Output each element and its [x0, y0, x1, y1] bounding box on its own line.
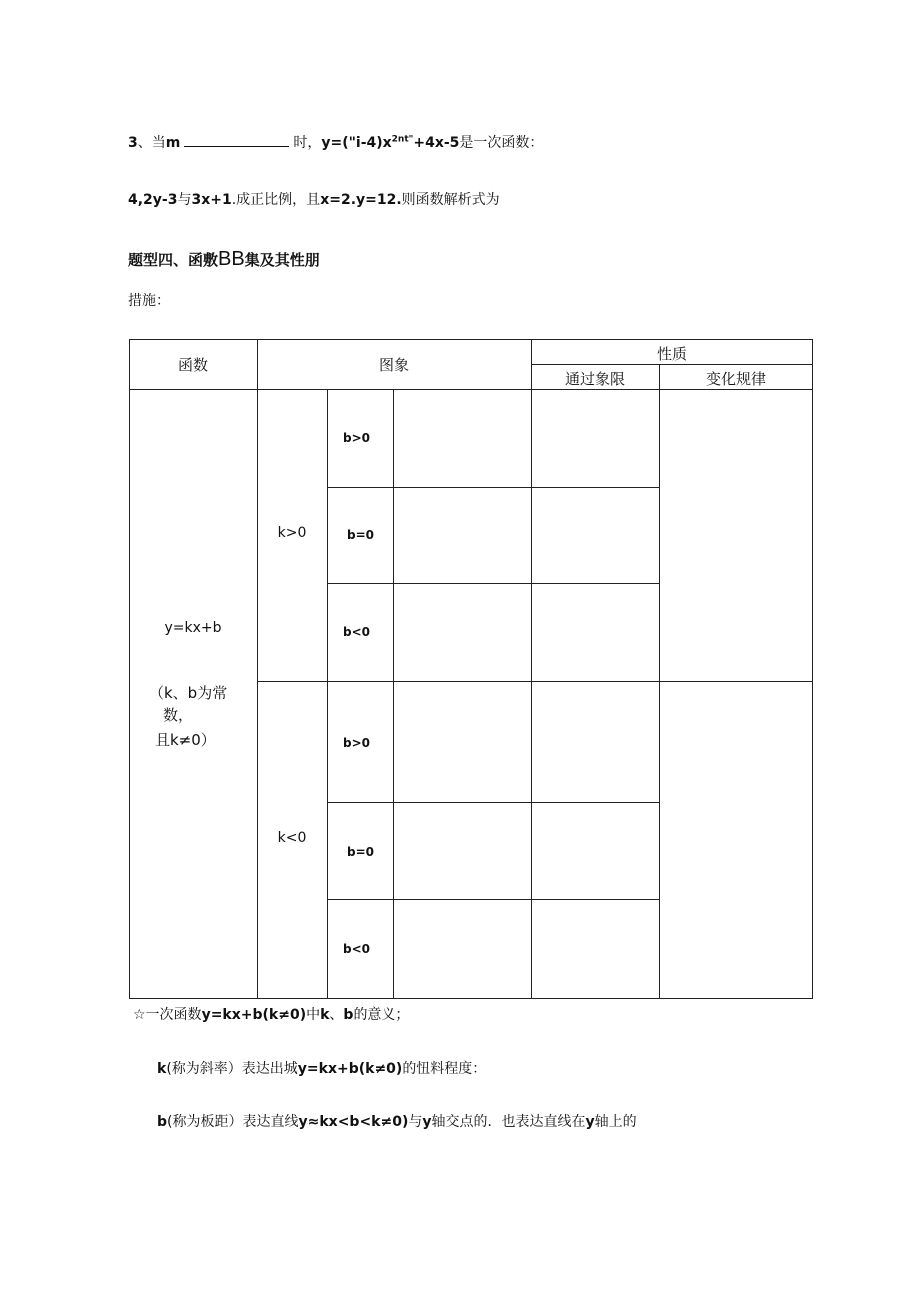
q3-var-m: m: [165, 135, 181, 151]
border-header-bottom: [129, 389, 813, 390]
border-right: [812, 339, 813, 999]
q4-part4: .成正比例，且: [231, 192, 321, 208]
border-top: [129, 339, 813, 340]
col-divider: [659, 364, 660, 999]
function-note-3: 且k≠0）: [155, 731, 216, 749]
b-text-3: 轴交点的．也表达直线在: [431, 1114, 586, 1130]
q4-part6: 则函数解析式为: [401, 192, 500, 208]
col-divider: [393, 389, 394, 999]
b-symbol: b: [157, 1114, 168, 1130]
q3-text-c: 是一次函数：: [459, 135, 544, 151]
section-title: [128, 248, 320, 271]
section-title-big: BB: [218, 248, 245, 270]
q4-part1: 4,2y-3: [128, 192, 178, 208]
function-formula: y=kx+b: [164, 620, 222, 636]
b-text-2: 与: [408, 1114, 423, 1130]
q3-exponent: 2nt": [391, 134, 414, 145]
question-4: [128, 189, 500, 209]
b-label: b>0: [343, 736, 370, 750]
q3-text-a: 、当: [137, 135, 166, 151]
b-label: b=0: [347, 528, 374, 542]
k-text-2: 的忸料程度：: [402, 1061, 487, 1077]
section-title-a: 题型四、函敷: [128, 251, 219, 269]
b-label: b=0: [347, 845, 374, 859]
col-divider: [531, 339, 532, 999]
row-divider: [327, 802, 659, 803]
border-left: [129, 339, 130, 999]
q4-part3: 3x+1: [191, 192, 232, 208]
section-title-b: 集及其性朋: [244, 251, 320, 269]
note-b: b: [343, 1007, 354, 1023]
function-note-2: 数，: [163, 706, 194, 724]
b-label: b<0: [343, 625, 370, 639]
col-divider: [257, 339, 258, 999]
b-label: b>0: [343, 431, 370, 445]
row-divider: [327, 899, 659, 900]
answer-blank[interactable]: [184, 133, 289, 147]
note-formula: y=kx+b(k≠0): [201, 1007, 307, 1023]
col-divider: [327, 389, 328, 999]
function-property-table: [129, 339, 813, 999]
note-mid: 中: [306, 1007, 321, 1023]
k-negative: k<0: [277, 830, 307, 846]
q3-formula-tail: +4x-5: [413, 135, 460, 151]
k-text-1: (称为斜率）表达出城: [166, 1061, 298, 1077]
group-divider: [257, 681, 813, 682]
header-image: 图象: [378, 356, 409, 374]
q4-part5: x=2.y=12.: [320, 192, 402, 208]
b-formula: y≈kx<b<k≠0): [298, 1114, 409, 1130]
b-y: y: [422, 1114, 432, 1130]
question-3: [128, 132, 543, 152]
b-y2: y: [585, 1114, 595, 1130]
q3-text-b: 时，: [293, 135, 322, 151]
k-formula: y=kx+b(k≠0): [297, 1061, 403, 1077]
k-symbol: k: [157, 1061, 167, 1077]
border-sub-header: [531, 364, 813, 365]
b-label: b<0: [343, 942, 370, 956]
row-divider: [327, 487, 659, 488]
note-sep: 、: [329, 1007, 344, 1023]
question-number: 3: [128, 135, 138, 151]
function-note-1: （k、b为常: [149, 684, 228, 702]
b-text-4: 轴上的: [594, 1114, 637, 1130]
header-change: 变化规律: [705, 370, 766, 388]
k-positive: k>0: [277, 525, 307, 541]
note-star: ☆一次函数: [133, 1007, 202, 1023]
note-tail: 的意义；: [353, 1007, 410, 1023]
b-text-1: (称为板距）表达直线: [167, 1114, 299, 1130]
header-property: 性质: [656, 345, 687, 363]
header-quadrants: 通过象限: [564, 370, 625, 388]
note-k: k: [320, 1007, 330, 1023]
row-divider: [327, 583, 659, 584]
header-function: 函数: [177, 356, 208, 374]
measures-label: 措施：: [128, 293, 170, 309]
k-meaning: [157, 1058, 486, 1078]
meaning-note: [133, 1004, 409, 1024]
border-bottom: [129, 998, 813, 999]
b-meaning: [157, 1111, 637, 1131]
q3-formula: y=("i-4)x: [321, 135, 392, 151]
q4-part2: 与: [177, 192, 192, 208]
